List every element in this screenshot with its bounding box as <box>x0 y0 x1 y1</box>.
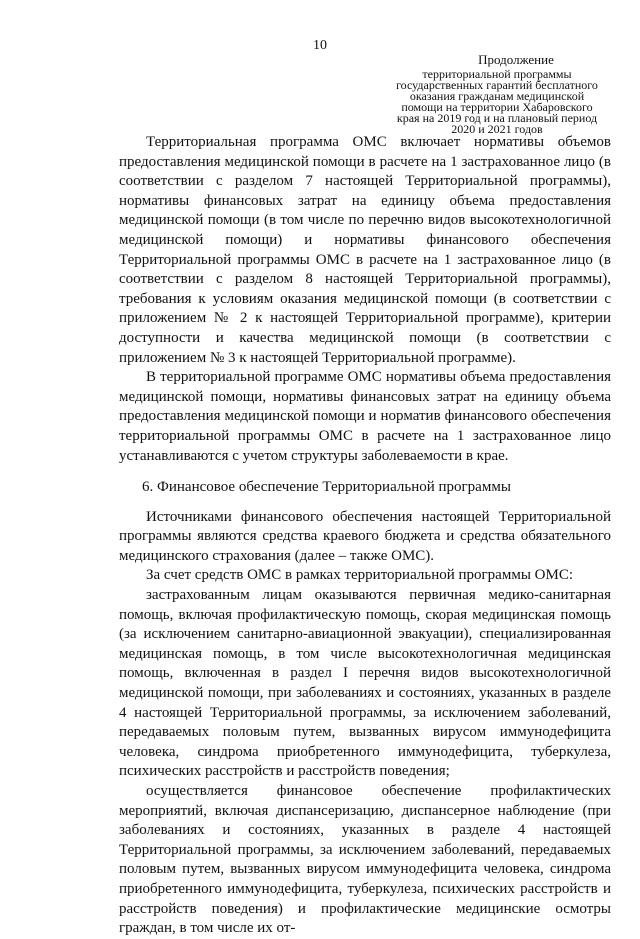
paragraph: За счет средств ОМС в рамках территориальной программы ОМС: <box>146 567 573 584</box>
paragraph: застрахованным лицам оказываются первичная медико-санитарная помощь, включая профилактическую помощь, скорая медицинская помощь (за исключением санитарно-авиационной эвакуации), специализированная медицинская помощь, в том числе высокотехнологичная медицинская помощь, включенная в раздел I перечня видов высокотехнологичной медицинской помощи, при заболеваниях и состояниях, указанных в разделе 4 настоящей Территориальной программы, за исключением заболеваний, передаваемых половым путем, вызванных вирусом иммунодефицита человека, синдрома приобретенного иммунодефицита, туберкулеза, психических расстройств и расстройств поведения; <box>119 587 611 780</box>
header-line: территориальной программы <box>422 67 572 81</box>
header-line: 2020 и 2021 годов <box>451 122 543 136</box>
paragraph: В территориальной программе ОМС нормативы объема предоставления медицинской помощи, нормативы финансовых затрат на единицу объема предоставления медицинской помощи и норматив финансового обеспечения территориальной программы ОМС в расчете на 1 застрахованное лицо устанавливаются с учетом структуры заболеваемости в крае. <box>119 369 611 464</box>
document-body <box>119 133 611 939</box>
continuation-label: Продолжение <box>478 52 554 67</box>
paragraph: Источниками финансового обеспечения настоящей Территориальной программы являются средства краевого бюджета и средства обязательного медицинского страхования (далее – также ОМС). <box>119 508 611 564</box>
section-heading: 6. Финансовое обеспечение Территориальной программы <box>142 479 511 496</box>
header-line: помощи на территории Хабаровского <box>401 100 593 114</box>
page-number: 10 <box>313 38 327 53</box>
header-line: государственных гарантий бесплатного <box>396 78 598 92</box>
paragraph: Территориальная программа ОМС включает нормативы объемов предоставления медицинской помощи в расчете на 1 застрахованное лицо (в соответствии с разделом 7 настоящей Территориальной программы), нормативы финансовых затрат на единицу объема предоставления медицинской помощи (в том числе по перечню видов высокотехнологичной медицинской помощи) и нормативы финансового обеспечения Территориальной программы ОМС в расчете на 1 застрахованное лицо (в соответствии с разделом 8 настоящей Территориальной программы), требования к условиям оказания медицинской помощи (в соответствии с приложением № 2 к настоящей Территориальной программе), критерии доступности и качества медицинской помощи (в соответствии с приложением № 3 к настоящей Территориальной программе). <box>119 134 611 366</box>
header-line: края на 2019 год и на плановый период <box>396 111 598 125</box>
header-line: оказания гражданам медицинской <box>409 89 585 103</box>
running-header <box>386 69 608 135</box>
paragraph: осуществляется финансовое обеспечение профилактических мероприятий, включая диспансеризацию, диспансерное наблюдение (при заболеваниях и состояниях, указанных в разделе 4 настоящей Территориальной программы, за исключением заболеваний, передаваемых половым путем, вызванных вирусом иммунодефицита человека, синдрома приобретенного иммунодефицита, туберкулеза, психических расстройств и расстройств поведения) и профилактические медицинские осмотры граждан, в том числе их от- <box>119 783 611 937</box>
